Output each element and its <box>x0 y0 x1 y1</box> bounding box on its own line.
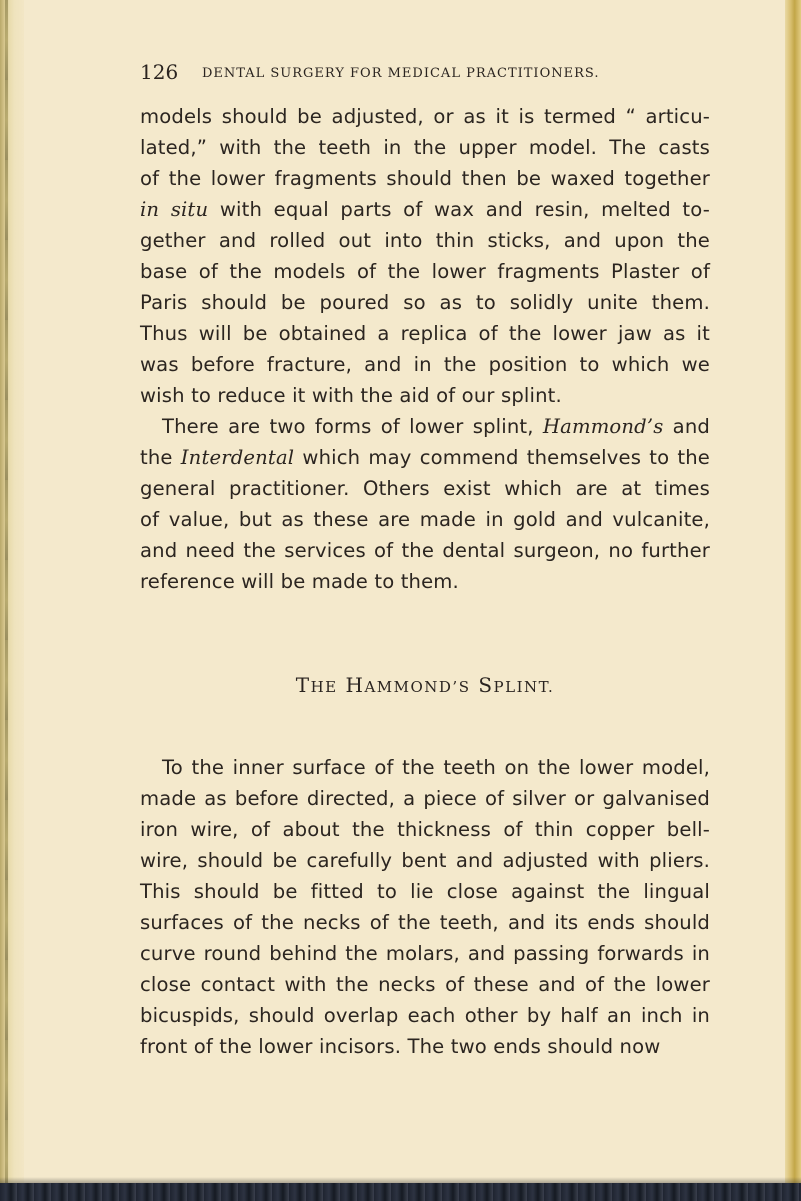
text-line: made as before directed, a piece of silver or galvanised <box>140 787 710 810</box>
text-line: bicuspids, should overlap each other by half an inch in <box>140 1004 710 1027</box>
text-fragment: and <box>672 415 710 438</box>
text-line: models should be adjusted, or as it is termed “ articu- <box>140 105 710 128</box>
page-right-edge <box>785 0 801 1201</box>
italic-phrase-interdental: Interdental <box>180 446 295 469</box>
heading-small-caps: AMMOND’S <box>364 678 471 696</box>
paragraph-hammonds-splint <box>140 752 710 1062</box>
text-fragment: which may commend themselves to the <box>302 446 710 469</box>
text-line-with-italic <box>140 194 710 225</box>
running-head: DENTAL SURGERY FOR MEDICAL PRACTITIONERS. <box>202 66 600 81</box>
page-binding-edge <box>0 0 24 1201</box>
italic-phrase-hammonds: Hammond’s <box>542 415 664 438</box>
text-line: Paris should be poured so as to solidly unite them. <box>140 291 710 314</box>
text-line: surfaces of the necks of the teeth, and its ends should <box>140 911 710 934</box>
text-line: base of the models of the lower fragments Plaster of <box>140 260 710 283</box>
heading-cap: T <box>295 673 311 697</box>
page-header <box>140 60 700 90</box>
text-line-with-italic <box>140 411 710 442</box>
text-line: gether and rolled out into thin sticks, and upon the <box>140 229 710 252</box>
text-line: general practitioner. Others exist which are at times <box>140 477 710 500</box>
scan-bottom-band <box>0 1183 801 1201</box>
text-fragment: the <box>140 446 173 469</box>
text-line: wire, should be carefully bent and adjusted with pliers. <box>140 849 710 872</box>
text-fragment: There are two forms of lower splint, <box>162 415 534 438</box>
text-line: of value, but as these are made in gold and vulcanite, <box>140 508 710 531</box>
text-line: Thus will be obtained a replica of the lower jaw as it <box>140 322 710 345</box>
page-number: 126 <box>140 60 179 84</box>
text-line: front of the lower incisors. The two ends should now <box>140 1035 661 1058</box>
text-line: reference will be made to them. <box>140 570 459 593</box>
text-line: of the lower fragments should then be waxed together <box>140 167 710 190</box>
heading-cap: S <box>478 673 494 697</box>
text-line-with-italic <box>140 442 710 473</box>
paragraph-models <box>140 101 710 411</box>
text-line: iron wire, of about the thickness of thin copper bell- <box>140 818 710 841</box>
text-line: close contact with the necks of these and of the lower <box>140 973 710 996</box>
heading-cap: H <box>345 673 365 697</box>
heading-small-caps: PLINT. <box>493 678 555 696</box>
text-line: was before fracture, and in the position to which we <box>140 353 710 376</box>
text-line: lated,” with the teeth in the upper model. The casts <box>140 136 710 159</box>
italic-phrase-in-situ: in situ <box>140 198 209 221</box>
paragraph-splint-forms <box>140 411 710 597</box>
text-fragment: with equal parts of wax and resin, melted to- <box>219 198 710 221</box>
text-line: curve round behind the molars, and passing forwards in <box>140 942 710 965</box>
text-line: To the inner surface of the teeth on the lower model, <box>162 756 710 779</box>
text-line: This should be fitted to lie close against the lingual <box>140 880 710 903</box>
heading-small-caps: HE <box>310 678 338 696</box>
section-heading <box>140 673 710 697</box>
text-line: wish to reduce it with the aid of our splint. <box>140 384 562 407</box>
text-line: and need the services of the dental surgeon, no further <box>140 539 710 562</box>
